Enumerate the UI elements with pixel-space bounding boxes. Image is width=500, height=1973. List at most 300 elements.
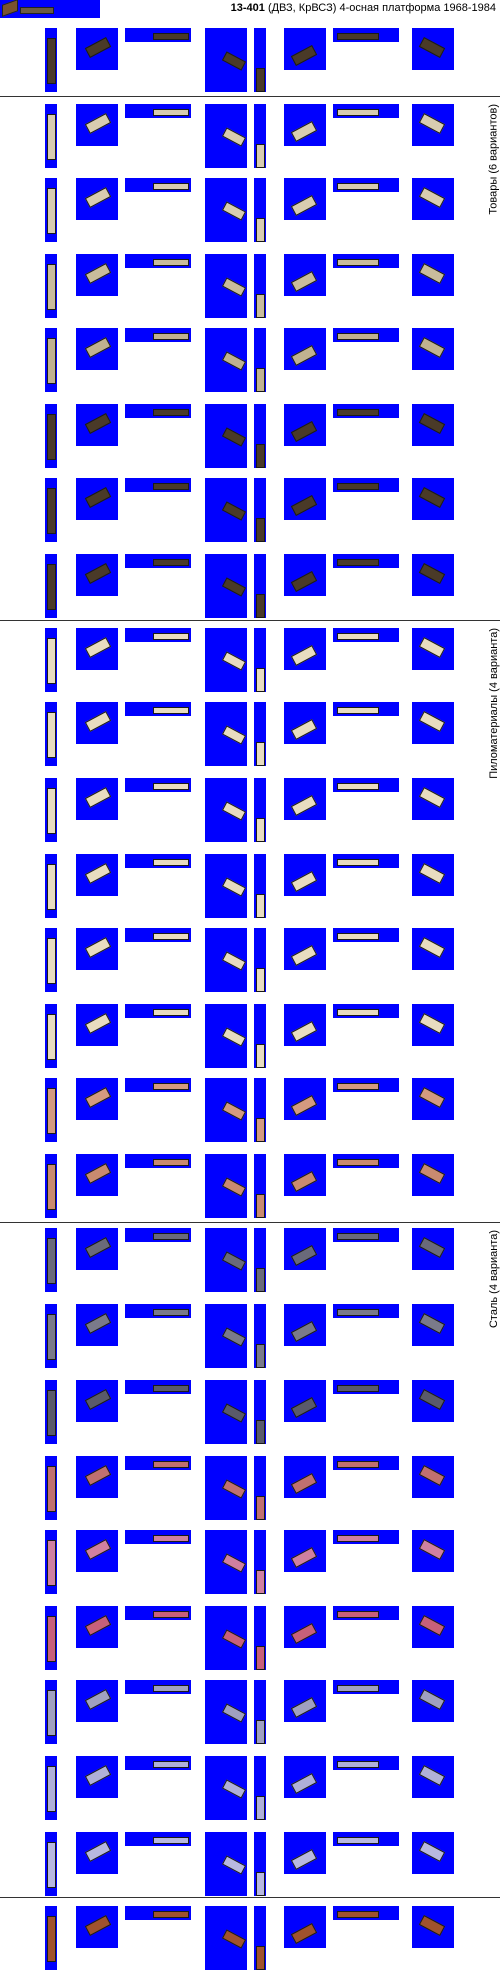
- wagon-sprite-icon: [256, 1420, 265, 1444]
- wagon-sprite-icon: [256, 1118, 265, 1142]
- sprite-cell: [45, 1756, 57, 1820]
- wagon-sprite-icon: [291, 719, 317, 740]
- wagon-sprite-icon: [47, 1238, 56, 1284]
- wagon-sprite-icon: [85, 1313, 111, 1334]
- wagon-sprite-icon: [153, 409, 189, 416]
- sprite-cell: [284, 1380, 326, 1422]
- wagon-sprite-icon: [337, 1685, 379, 1692]
- wagon-sprite-icon: [85, 1389, 111, 1410]
- wagon-sprite-icon: [419, 337, 445, 358]
- wagon-sprite-icon: [291, 1095, 317, 1116]
- sprite-cell: [76, 1756, 118, 1798]
- sprite-cell: [125, 1906, 191, 1920]
- sprite-cell: [333, 1304, 399, 1318]
- wagon-sprite-icon: [337, 1837, 379, 1844]
- sprite-cell: [76, 554, 118, 596]
- wagon-sprite-icon: [291, 795, 317, 816]
- sprite-cell: [45, 1456, 57, 1520]
- wagon-sprite-icon: [222, 725, 246, 744]
- wagon-sprite-icon: [419, 1539, 445, 1560]
- wagon-sprite-icon: [222, 1855, 246, 1874]
- sprite-cell: [254, 1680, 266, 1744]
- sprite-cell: [45, 404, 57, 468]
- sprite-cell: [254, 854, 266, 918]
- wagon-sprite-icon: [419, 263, 445, 284]
- wagon-sprite-icon: [256, 1570, 265, 1594]
- wagon-sprite-icon: [419, 1087, 445, 1108]
- sprite-cell: [333, 928, 399, 942]
- wagon-sprite-icon: [222, 1251, 246, 1270]
- sprite-cell: [45, 778, 57, 842]
- sprite-cell: [45, 328, 57, 392]
- sprite-cell: [76, 1228, 118, 1270]
- section-label-steel: Сталь (4 варианта): [488, 1230, 500, 1329]
- sprite-cell: [412, 1078, 454, 1120]
- wagon-sprite-icon: [291, 1849, 317, 1870]
- sprite-cell: [76, 1154, 118, 1196]
- sprite-cell: [45, 28, 57, 92]
- wagon-sprite-icon: [337, 1611, 379, 1618]
- sprite-cell: [284, 254, 326, 296]
- wagon-sprite-icon: [337, 859, 379, 866]
- sprite-cell: [45, 1530, 57, 1594]
- sprite-cell: [333, 28, 399, 42]
- sprite-cell: [254, 1606, 266, 1670]
- sprite-cell: [284, 328, 326, 370]
- sprite-cell: [205, 1606, 247, 1670]
- wagon-sprite-icon: [47, 864, 56, 910]
- sprite-cell: [333, 328, 399, 342]
- sprite-cell: [45, 1606, 57, 1670]
- section-label-lumber: Пиломатериалы (4 варианта): [488, 628, 500, 779]
- sprite-cell: [76, 328, 118, 370]
- sprite-cell: [76, 1380, 118, 1422]
- wagon-sprite-icon: [85, 1689, 111, 1710]
- wagon-sprite-icon: [47, 264, 56, 310]
- sprite-cell: [76, 1832, 118, 1874]
- sprite-cell: [333, 1606, 399, 1620]
- sprite-cell: [333, 1078, 399, 1092]
- wagon-sprite-icon: [222, 801, 246, 820]
- sprite-cell: [205, 254, 247, 318]
- wagon-sprite-icon: [47, 1766, 56, 1812]
- wagon-sprite-icon: [419, 37, 445, 58]
- sprite-cell: [125, 104, 191, 118]
- wagon-sprite-icon: [256, 444, 265, 468]
- sprite-cell: [205, 1756, 247, 1820]
- sprite-cell: [333, 702, 399, 716]
- wagon-sprite-icon: [47, 1014, 56, 1060]
- sprite-cell: [125, 254, 191, 268]
- wagon-sprite-icon: [153, 1309, 189, 1316]
- wagon-sprite-icon: [47, 114, 56, 160]
- sprite-cell: [333, 778, 399, 792]
- wagon-sprite-icon: [256, 1268, 265, 1292]
- wagon-sprite-icon: [222, 277, 246, 296]
- wagon-sprite-icon: [419, 1389, 445, 1410]
- sprite-cell: [45, 854, 57, 918]
- wagon-sprite-icon: [85, 1465, 111, 1486]
- sprite-cell: [125, 478, 191, 492]
- sprite-cell: [254, 28, 266, 92]
- wagon-sprite-icon: [153, 259, 189, 266]
- wagon-sprite-icon: [153, 1385, 189, 1392]
- wagon-sprite-icon: [419, 1615, 445, 1636]
- wagon-sprite-icon: [419, 563, 445, 584]
- wagon-sprite-icon: [337, 259, 379, 266]
- wagon-sprite-icon: [337, 333, 379, 340]
- wagon-sprite-icon: [222, 651, 246, 670]
- sprite-cell: [76, 628, 118, 670]
- sprite-cell: [125, 1832, 191, 1846]
- sprite-cell: [205, 1004, 247, 1068]
- sprite-cell: [412, 178, 454, 220]
- sprite-cell: [254, 1380, 266, 1444]
- sprite-cell: [412, 28, 454, 70]
- wagon-sprite-icon: [419, 1465, 445, 1486]
- wagon-sprite-icon: [256, 294, 265, 318]
- wagon-sprite-icon: [256, 1344, 265, 1368]
- sprite-cell: [412, 1456, 454, 1498]
- sprite-cell: [76, 1680, 118, 1722]
- sprite-cell: [284, 404, 326, 446]
- wagon-sprite-icon: [47, 414, 56, 460]
- sprite-cell: [76, 1456, 118, 1498]
- sprite-cell: [284, 778, 326, 820]
- wagon-sprite-icon: [222, 1779, 246, 1798]
- sprite-cell: [125, 854, 191, 868]
- sprite-cell: [254, 554, 266, 618]
- wagon-sprite-icon: [419, 863, 445, 884]
- sprite-cell: [412, 1004, 454, 1046]
- wagon-sprite-icon: [47, 1164, 56, 1210]
- wagon-sprite-icon: [291, 1547, 317, 1568]
- sprite-cell: [125, 628, 191, 642]
- sprite-cell: [205, 104, 247, 168]
- sprite-cell: [205, 1380, 247, 1444]
- sprite-cell: [284, 1004, 326, 1046]
- section-divider: [0, 96, 500, 97]
- wagon-sprite-icon: [337, 1911, 379, 1918]
- sprite-cell: [333, 404, 399, 418]
- wagon-sprite-icon: [153, 1611, 189, 1618]
- wagon-sprite-icon: [153, 183, 189, 190]
- sprite-cell: [254, 478, 266, 542]
- wagon-sprite-icon: [337, 933, 379, 940]
- wagon-sprite-icon: [222, 951, 246, 970]
- wagon-sprite-icon: [47, 1842, 56, 1888]
- sprite-cell: [76, 404, 118, 446]
- sprite-cell: [333, 1154, 399, 1168]
- wagon-sprite-icon: [153, 1461, 189, 1468]
- wagon-sprite-icon: [256, 368, 265, 392]
- wagon-sprite-icon: [85, 337, 111, 358]
- wagon-sprite-icon: [85, 637, 111, 658]
- wagon-sprite-icon: [47, 788, 56, 834]
- wagon-sprite-icon: [153, 1761, 189, 1768]
- wagon-sprite-icon: [85, 1539, 111, 1560]
- wagon-sprite-icon: [47, 1690, 56, 1736]
- sprite-cell: [125, 1756, 191, 1770]
- sprite-cell: [45, 1906, 57, 1970]
- wagon-sprite-icon: [85, 37, 111, 58]
- sprite-cell: [284, 1456, 326, 1498]
- sprite-cell: [412, 1530, 454, 1572]
- sprite-cell: [45, 928, 57, 992]
- sprite-cell: [76, 928, 118, 970]
- sprite-cell: [76, 28, 118, 70]
- wagon-sprite-icon: [256, 1946, 265, 1970]
- sprite-cell: [205, 702, 247, 766]
- sprite-cell: [412, 1304, 454, 1346]
- wagon-sprite-icon: [85, 187, 111, 208]
- wagon-sprite-icon: [47, 338, 56, 384]
- wagon-sprite-icon: [419, 1313, 445, 1334]
- wagon-sprite-icon: [419, 113, 445, 134]
- sprite-cell: [333, 1228, 399, 1242]
- wagon-sprite-icon: [291, 1773, 317, 1794]
- sprite-cell: [254, 178, 266, 242]
- sprite-cell: [284, 104, 326, 146]
- wagon-sprite-icon: [419, 711, 445, 732]
- wagon-sprite-icon: [337, 633, 379, 640]
- wagon-sprite-icon: [419, 1163, 445, 1184]
- sprite-cell: [45, 1832, 57, 1896]
- wagon-sprite-icon: [337, 109, 379, 116]
- wagon-sprite-icon: [153, 1911, 189, 1918]
- sprite-cell: [76, 1530, 118, 1572]
- sprite-cell: [76, 1606, 118, 1648]
- sprite-cell: [412, 554, 454, 596]
- sprite-cell: [412, 628, 454, 670]
- sprite-cell: [284, 554, 326, 596]
- wagon-sprite-icon: [419, 1237, 445, 1258]
- sprite-cell: [333, 1530, 399, 1544]
- sprite-cell: [45, 628, 57, 692]
- wagon-sprite-icon: [153, 633, 189, 640]
- wagon-sprite-icon: [153, 559, 189, 566]
- sprite-cell: [76, 478, 118, 520]
- wagon-sprite-icon: [291, 1021, 317, 1042]
- wagon-sprite-icon: [153, 1685, 189, 1692]
- sprite-cell: [333, 628, 399, 642]
- wagon-sprite-icon: [222, 877, 246, 896]
- wagon-sprite-icon: [222, 1629, 246, 1648]
- wagon-sprite-icon: [419, 1013, 445, 1034]
- wagon-sprite-icon: [291, 871, 317, 892]
- sprite-cell: [412, 702, 454, 744]
- wagon-sprite-icon: [419, 1915, 445, 1936]
- sprite-cell: [125, 1606, 191, 1620]
- wagon-sprite-icon: [222, 1703, 246, 1722]
- sprite-cell: [45, 104, 57, 168]
- sprite-cell: [205, 1680, 247, 1744]
- wagon-sprite-icon: [256, 518, 265, 542]
- sprite-cell: [125, 1228, 191, 1242]
- sprite-cell: [45, 1680, 57, 1744]
- wagon-sprite-icon: [47, 638, 56, 684]
- sprite-cell: [125, 1456, 191, 1470]
- sprite-cell: [76, 1906, 118, 1948]
- wagon-sprite-icon: [291, 1923, 317, 1944]
- sprite-cell: [254, 628, 266, 692]
- sprite-cell: [254, 1004, 266, 1068]
- sprite-cell: [254, 702, 266, 766]
- sprite-cell: [284, 854, 326, 896]
- sprite-cell: [125, 1078, 191, 1092]
- sprite-cell: [76, 254, 118, 296]
- wagon-sprite-icon: [47, 564, 56, 610]
- sprite-cell: [254, 404, 266, 468]
- wagon-sprite-icon: [47, 1466, 56, 1512]
- sprite-cell: [284, 928, 326, 970]
- wagon-sprite-icon: [291, 571, 317, 592]
- sprite-cell: [284, 1680, 326, 1722]
- sprite-cell: [205, 1906, 247, 1970]
- sprite-cell: [125, 1304, 191, 1318]
- wagon-sprite-icon: [222, 1177, 246, 1196]
- sprite-cell: [45, 554, 57, 618]
- wagon-sprite-icon: [47, 938, 56, 984]
- sprite-cell: [205, 328, 247, 392]
- wagon-sprite-icon: [222, 127, 246, 146]
- sprite-cell: [254, 328, 266, 392]
- wagon-sprite-icon: [337, 1535, 379, 1542]
- wagon-sprite-icon: [256, 144, 265, 168]
- sprite-cell: [125, 1380, 191, 1394]
- sprite-cell: [125, 702, 191, 716]
- sprite-cell: [333, 1004, 399, 1018]
- wagon-sprite-icon: [291, 121, 317, 142]
- wagon-sprite-icon: [256, 1194, 265, 1218]
- model-code: 13-401: [230, 2, 265, 14]
- sprite-cell: [333, 104, 399, 118]
- wagon-sprite-icon: [153, 933, 189, 940]
- sprite-cell: [254, 104, 266, 168]
- wagon-sprite-icon: [222, 427, 246, 446]
- sprite-cell: [412, 1380, 454, 1422]
- sprite-cell: [45, 1154, 57, 1218]
- sprite-cell: [205, 28, 247, 92]
- wagon-sprite-icon: [337, 183, 379, 190]
- sprite-cell: [45, 254, 57, 318]
- wagon-sprite-icon: [47, 1088, 56, 1134]
- wagon-sprite-icon: [85, 863, 111, 884]
- wagon-sprite-icon: [85, 487, 111, 508]
- wagon-sprite-icon: [256, 1044, 265, 1068]
- sprite-cell: [284, 1832, 326, 1874]
- section-divider: [0, 1222, 500, 1223]
- wagon-sprite-icon: [85, 563, 111, 584]
- sprite-cell: [412, 928, 454, 970]
- sprite-cell: [284, 1906, 326, 1948]
- wagon-sprite-icon: [291, 345, 317, 366]
- wagon-sprite-icon: [85, 1013, 111, 1034]
- wagon-sprite-icon: [85, 937, 111, 958]
- sprite-cell: [412, 854, 454, 896]
- wagon-sprite-icon: [291, 271, 317, 292]
- wagon-sprite-icon: [256, 1720, 265, 1744]
- wagon-sprite-icon: [85, 113, 111, 134]
- preview-sprite-strip: [0, 0, 100, 18]
- wagon-sprite-icon: [337, 409, 379, 416]
- sprite-cell: [205, 1530, 247, 1594]
- sprite-cell: [76, 1004, 118, 1046]
- wagon-sprite-icon: [291, 1697, 317, 1718]
- sprite-cell: [284, 1078, 326, 1120]
- sprite-cell: [333, 1456, 399, 1470]
- wagon-sprite-icon: [153, 333, 189, 340]
- wagon-sprite-icon: [419, 1841, 445, 1862]
- wagon-sprite-icon: [153, 1535, 189, 1542]
- wagon-sprite-icon: [222, 201, 246, 220]
- sprite-cell: [333, 178, 399, 192]
- sprite-cell: [412, 1906, 454, 1948]
- wagon-sprite-icon: [47, 1916, 56, 1962]
- wagon-sprite-icon: [337, 33, 379, 40]
- wagon-sprite-icon: [47, 1540, 56, 1586]
- sprite-cell: [125, 1530, 191, 1544]
- wagon-sprite-icon: [256, 968, 265, 992]
- wagon-sprite-icon: [222, 1553, 246, 1572]
- sprite-cell: [254, 1832, 266, 1896]
- wagon-sprite-icon: [47, 1616, 56, 1662]
- sprite-cell: [284, 1606, 326, 1648]
- sprite-cell: [412, 254, 454, 296]
- wagon-sprite-icon: [256, 594, 265, 618]
- sprite-cell: [205, 1456, 247, 1520]
- wagon-sprite-icon: [337, 483, 379, 490]
- wagon-sprite-icon: [419, 187, 445, 208]
- sprite-cell: [333, 1832, 399, 1846]
- wagon-sprite-icon: [222, 1027, 246, 1046]
- sprite-cell: [125, 778, 191, 792]
- sprite-cell: [284, 28, 326, 70]
- sprite-cell: [333, 1906, 399, 1920]
- wagon-sprite-icon: [419, 413, 445, 434]
- wagon-sprite-icon: [419, 1689, 445, 1710]
- wagon-sprite-icon: [291, 1623, 317, 1644]
- sprite-cell: [125, 28, 191, 42]
- sprite-cell: [254, 928, 266, 992]
- sprite-cell: [205, 404, 247, 468]
- sprite-cell: [254, 1456, 266, 1520]
- wagon-sprite-icon: [222, 351, 246, 370]
- sprite-cell: [254, 1078, 266, 1142]
- wagon-sprite-icon: [85, 1915, 111, 1936]
- wagon-sprite-icon: [85, 1615, 111, 1636]
- wagon-sprite-icon: [222, 1403, 246, 1422]
- sprite-cell: [76, 778, 118, 820]
- wagon-sprite-icon: [337, 1233, 379, 1240]
- sprite-cell: [412, 478, 454, 520]
- sprite-cell: [333, 1680, 399, 1694]
- sprite-cell: [412, 778, 454, 820]
- wagon-sprite-icon: [337, 1461, 379, 1468]
- sprite-cell: [412, 1228, 454, 1270]
- wagon-sprite-icon: [419, 937, 445, 958]
- sprite-cell: [205, 854, 247, 918]
- wagon-sprite-icon: [291, 495, 317, 516]
- sprite-cell: [205, 778, 247, 842]
- sprite-cell: [125, 1004, 191, 1018]
- sprite-cell: [254, 1756, 266, 1820]
- sprite-cell: [76, 854, 118, 896]
- wagon-sprite-icon: [256, 742, 265, 766]
- wagon-sprite-icon: [85, 1163, 111, 1184]
- sprite-cell: [76, 178, 118, 220]
- sprite-cell: [125, 928, 191, 942]
